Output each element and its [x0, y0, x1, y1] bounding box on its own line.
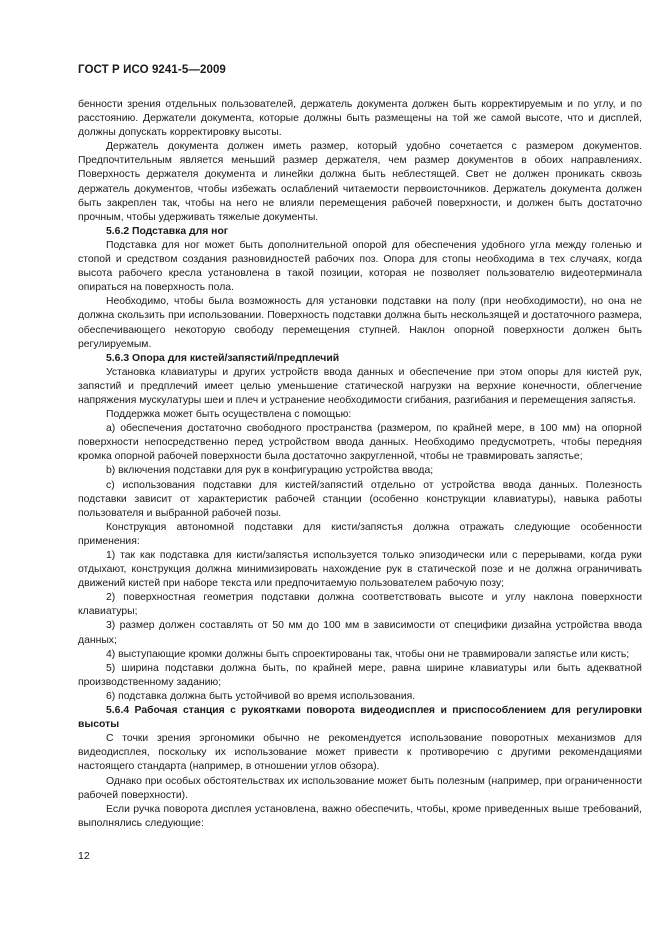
list-item: 4) выступающие кромки должны быть спроектированы так, чтобы они не травмировали запястье или кисть;: [106, 648, 630, 660]
paragraph: Однако при особых обстоятельствах их использование может быть полезным (например, при ограниченности рабочей поверхности).: [78, 775, 642, 801]
list-item: с) использования подставки для кистей/запястий отдельно от устройства ввода данных. Полезность подставки зависит от характеристик рабочей станции (особенно конструкции клавиатуры), навыка работы пользователя и выбранной рабочей позы.: [78, 479, 642, 519]
paragraph: Подставка для ног может быть дополнительной опорой для обеспечения удобного угла между голенью и стопой и средством создания разновидностей рабочих поз. Опора для стопы необходима в тех случаях, когда высота рабочего кресла установлена в такой позиции, которая не позволяет пользователю видеотерминала опираться на поверхность пола.: [78, 239, 642, 294]
list-item: 3) размер должен составлять от 50 мм до 100 мм в зависимости от специфики дизайна устройства ввода данных;: [78, 620, 642, 646]
paragraph: Конструкция автономной подставки для кисти/запястья должна отражать следующие особенности применения:: [78, 521, 642, 547]
paragraph: Поддержка может быть осуществлена с помощью:: [106, 409, 352, 421]
section-heading-5-6-3: 5.6.3 Опора для кистей/запястий/предплечий: [106, 352, 340, 364]
page-number: 12: [78, 850, 90, 862]
paragraph: Необходимо, чтобы была возможность для установки подставки на полу (при необходимости), но она не должна скользить при использовании. Поверхность подставки должна быть нескользящей и достаточного размера, обеспечивающего некоторую свободу перемещения ступней. Наклон опорной поверхности должен быть регулируемым.: [78, 296, 642, 350]
list-item: b) включения подставки для рук в конфигурацию устройства ввода;: [106, 465, 434, 477]
list-item: 6) подставка должна быть устойчивой во время использования.: [106, 690, 416, 702]
list-item: 2) поверхностная геометрия подставки должна соответствовать высоте и углу наклона поверхности клавиатуры;: [78, 592, 642, 618]
paragraph: Держатель документа должен иметь размер, который удобно сочетается с размером документов. Предпочтительным является меньший размер держателя, чем размер документов в обоих направлениях. Поверхность держателя документа и линейки должна быть неблестящей. Свет не должен проникать сквозь держатель документов, чтобы избежать ослаблений читаемости первоисточников. Держатель документа должен быть закреплен так, чтобы на него не влияли перемещения рабочей поверхности, и должен быть достаточно прочным, чтобы удерживать тяжелые документы.: [78, 141, 642, 223]
paragraph: бенности зрения отдельных пользователей, держатель документа должен быть корректируемым и по углу, и по расстоянию. Держатели документа, которые должны быть размещены на той же самой высоте, что и дисплей, должны допускать корректировку высоты.: [78, 99, 642, 139]
section-heading-5-6-2: 5.6.2 Подставка для ног: [106, 225, 229, 237]
paragraph: Если ручка поворота дисплея установлена, важно обеспечить, чтобы, кроме приведенных выше требований, выполнялись следующие:: [78, 803, 642, 829]
section-heading-5-6-4: 5.6.4 Рабочая станция с рукоятками поворота видеодисплея и приспособлением для регулировки высоты: [78, 705, 642, 731]
paragraph: С точки зрения эргономики обычно не рекомендуется использование поворотных механизмов для видеодисплея, поскольку их использование может привести к противоречию с другими рекомендациями настоящего стандарта (например, в отношении углов обзора).: [78, 733, 642, 773]
list-item: а) обеспечения достаточно свободного пространства (размером, по крайней мере, в 100 мм) на опорной поверхности непосредственно перед устройством ввода данных. Необходимо предусмотреть, чтобы передняя кромка опорной рабочей поверхности была достаточно закругленной, чтобы не травмировать запястье;: [78, 423, 642, 463]
list-item: 1) так как подставка для кисти/запястья используется только эпизодически или с перерывами, когда руки отдыхают, конструкция должна минимизировать нахождение рук в статической позе и не должна ограничивать движений кистей при наборе текста или предпочитаемую пользователем рабочую позу;: [78, 550, 642, 590]
paragraph: Установка клавиатуры и других устройств ввода данных и обеспечение при этом опоры для кистей рук, запястий и предплечий имеет целью уменьшение статической нагрузки на верхние конечности, облегчение напряжения мускулатуры шеи и плеч и устранение необходимости сгибания, разгибания и перемещения запястья.: [78, 366, 642, 406]
list-item: 5) ширина подставки должна быть, по крайней мере, равна ширине клавиатуры или быть адекватной производственному заданию;: [78, 662, 642, 688]
document-header: ГОСТ Р ИСО 9241-5—2009: [78, 64, 226, 76]
body-text: [78, 98, 642, 831]
